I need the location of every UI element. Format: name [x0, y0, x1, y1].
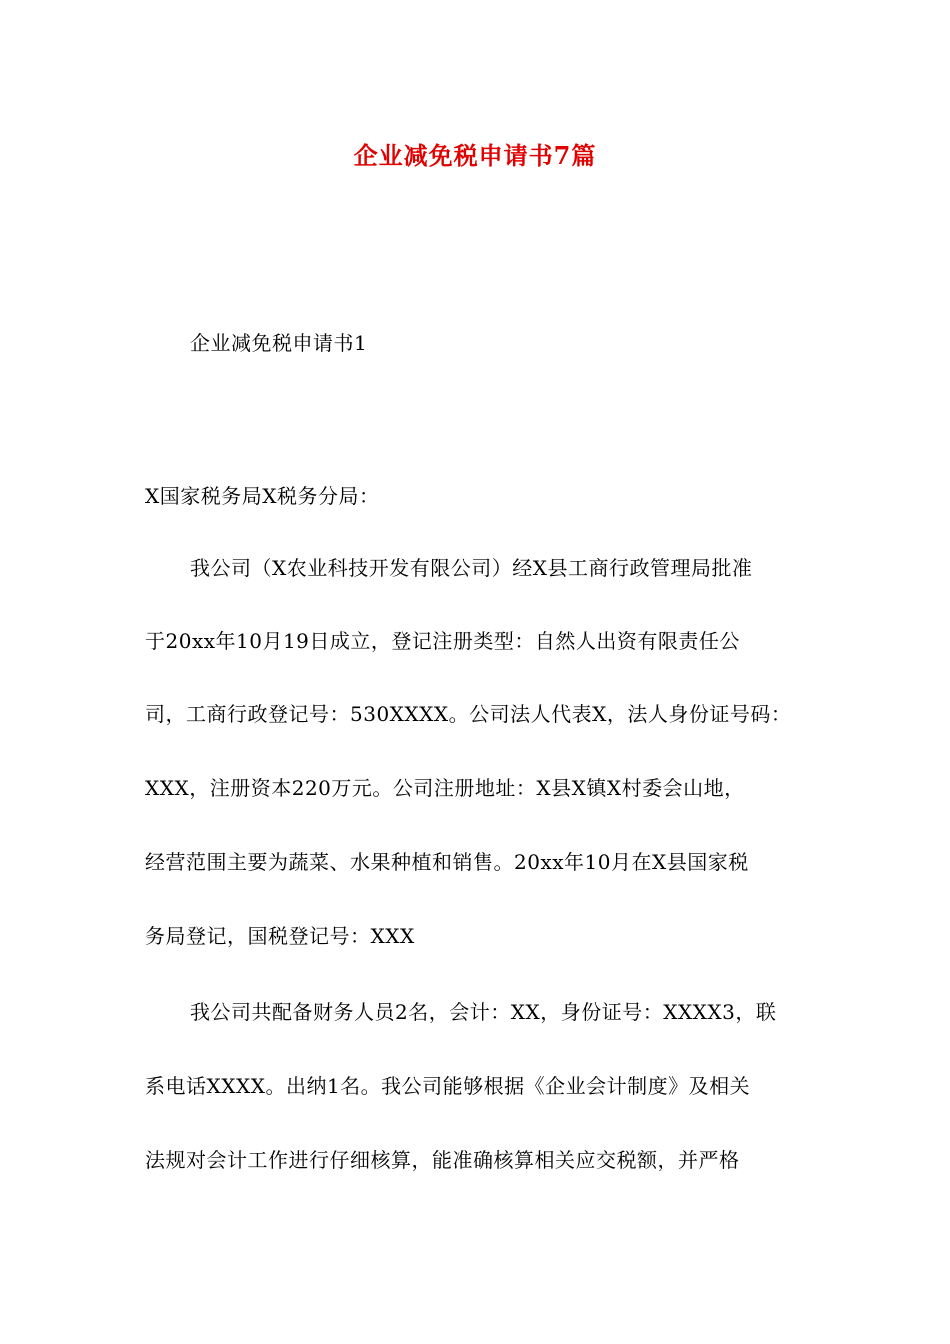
- paragraph-line: 务局登记，国税登记号：XXX: [145, 924, 415, 948]
- paragraph-line: 司，工商行政登记号：530XXXX。公司法人代表X，法人身份证号码：: [145, 702, 792, 726]
- section-heading: 企业减免税申请书1: [190, 331, 368, 355]
- paragraph-line: 于20xx年10月19日成立，登记注册类型：自然人出资有限责任公: [145, 629, 740, 653]
- paragraph-line: 经营范围主要为蔬菜、水果种植和销售。20xx年10月在X县国家税: [145, 850, 749, 874]
- paragraph-line: 系电话XXXX。出纳1名。我公司能够根据《企业会计制度》及相关: [145, 1074, 751, 1098]
- paragraph-line: XXX，注册资本220万元。公司注册地址：X县X镇X村委会山地，: [145, 776, 745, 800]
- paragraph-line: 我公司（X农业科技开发有限公司）经X县工商行政管理局批准: [190, 556, 753, 580]
- paragraph-line: 法规对会计工作进行仔细核算，能准确核算相关应交税额，并严格: [145, 1148, 740, 1172]
- salutation: X国家税务局X税务分局：: [145, 484, 380, 508]
- paragraph-line: 我公司共配备财务人员2名，会计：XX，身份证号：XXXX3，联: [190, 1000, 777, 1024]
- document-title: 企业减免税申请书7篇: [353, 141, 597, 170]
